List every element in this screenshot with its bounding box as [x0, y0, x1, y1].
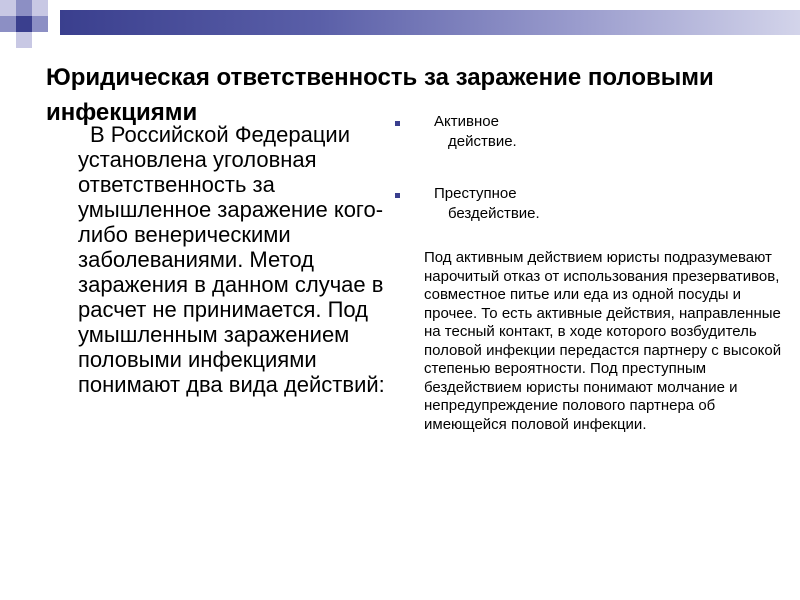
decorative-gradient-stripe	[60, 10, 800, 35]
bullet-line: действие.	[448, 133, 517, 150]
bullet-item-criminal-inaction	[390, 184, 770, 256]
bullet-line: Преступное	[434, 185, 517, 202]
decorative-square	[16, 32, 32, 48]
decorative-header-band	[0, 0, 800, 48]
decorative-square	[16, 16, 32, 32]
square-bullet-icon	[395, 121, 400, 126]
decorative-square	[16, 0, 32, 16]
decorative-square	[32, 16, 48, 32]
decorative-square	[0, 16, 16, 32]
bullet-text	[434, 184, 654, 224]
bullet-line: бездействие.	[448, 205, 540, 222]
left-paragraph: В Российской Федерации установлена уголовная ответственность за умышленное заражение кого-либо венерическими заболеваниями. Метод заражения в данном случае в расчет не принимается. Под умышленным заражением половыми инфекциями понимают два вида действий:	[78, 122, 385, 397]
bullet-text	[434, 112, 654, 152]
right-paragraph: Под активным действием юристы подразумевают нарочитый отказ от использования презервативов, совместное питье или еда из одной посуды и прочее. То есть активные действия, направленные на тесный контакт, в ходе которого возбудитель половой инфекции передастся партнеру с высокой степенью вероятности. Под преступным бездействием юристы понимают молчание и непредупреждение полового партнера об имеющейся половой инфекции.	[424, 249, 782, 433]
bullet-item-active-action	[390, 112, 770, 184]
slide-title: Юридическая ответственность за заражение половыми инфекциями	[46, 64, 714, 126]
bullet-line: Активное	[434, 113, 499, 130]
square-bullet-icon	[395, 193, 400, 198]
bullet-list	[390, 112, 770, 256]
decorative-square	[32, 0, 48, 16]
decorative-square	[0, 0, 16, 16]
